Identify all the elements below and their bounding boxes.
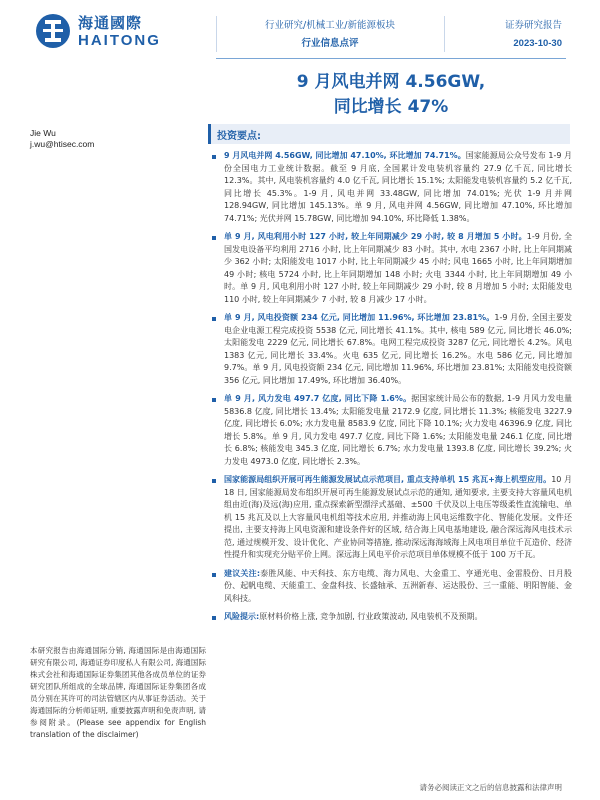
bullet-lead: 单 9 月, 风电利用小时 127 小时, 较上年同期减少 29 小时, 较 8 月增加 5 小时。: [224, 232, 527, 241]
bullet-body: 1-9 月份, 全国发电设备平均利用 2716 小时, 比上年同期减少 83 小时。其中, 水电 2367 小时, 比上年同期减少 362 小时; 太阳能发电 1017 小时, 比上年同期减少 45 小时; 风电 1665 小时, 比上年同期增加 49 小时; 核电 5724 小时, 比上年同期增加 148 小时; 火电 3344 小时, 比上年同期增加 49 小时。单 9 月, 风电利用小时 127 小时, 较上年同期减少 29 小时, 较 8 月增加 5 小时; 太阳能发电 110 小时, 较上年同期减少 7 小时, 较 8 月减少 17 小时。: [224, 232, 572, 304]
section-heading: [208, 124, 570, 144]
bullet-lead: 9 月风电并网 4.56GW, 同比增加 47.10%, 环比增加 74.71%。: [224, 151, 466, 160]
bullet-square-icon: [212, 236, 216, 240]
list-item: [210, 568, 572, 606]
header-divider: [216, 16, 217, 52]
page-footer: 请务必阅读正文之后的信息披露和法律声明: [419, 783, 562, 792]
bullet-body: 国家能源局公众号发布 1-9 月份全国电力工业统计数据。截至 9 月底, 全国累计发电装机容量约 27.9 亿千瓦, 同比增长 12.3%。其中, 风电装机容量约 4.0 亿千瓦, 同比增长 15.1%; 太阳能发电装机容量约 5.2 亿千瓦, 同比增长 45.3%。1-9 月, 风电并网 33.48GW, 同比增加 74.01%; 光伏 1-9 月并网 128.94GW, 同比增加 145.13%。单 9 月, 风电并网 4.56GW, 同比增加 47.10%, 环比增加 74.71%; 光伏并网 15.78GW, 同比增加 94.10%, 环比降低 1.38%。: [224, 151, 572, 223]
title-line-2: 同比增长 47%: [333, 97, 449, 117]
section-heading-label: 投资要点:: [217, 131, 261, 142]
disclaimer-note: 本研究报告由海通国际分销, 海通国际是由海通国际研究有限公司, 海通证券印度私人有限公司, 海通国际株式会社和海通国际证券集团其他各成员单位的证券研究团队所组成的全球品牌, 海通国际证券集团各成员分别在其许可的司法管辖区内从事证券活动。关于海通国际的分析师证明, 重要披露声明和免责声明, 请参阅附录。(Please see appendix for English translation of the disclaimer): [30, 646, 206, 739]
header-rule: [216, 58, 566, 59]
report-category: 行业研究/机械工业/新能源板块: [265, 20, 395, 31]
list-item: [210, 474, 572, 562]
title-line-1: 9 月风电并网 4.56GW,: [296, 72, 486, 92]
bullet-square-icon: [212, 573, 216, 577]
bullet-body: 1-9 月份, 全国主要发电企业电源工程完成投资 5538 亿元, 同比增长 41.1%。其中, 核电 589 亿元, 同比增长 46.0%; 太阳能发电 2229 亿元, 同比增长 67.8%。电网工程完成投资 3287 亿元, 同比增长 4.2%。风电 1383 亿元, 同比增长 33.4%。火电 635 亿元, 同比增长 16.2%。水电 586 亿元, 同比增加 9.7%。单 9 月, 风电投资额 234 亿元, 同比增加 11.96%, 环比增加 23.81%; 太阳能发电投资额 356 亿元, 同比增加 17.49%, 环比增加 36.40%。: [224, 313, 572, 385]
bullet-lead: 单 9 月, 风力发电 497.7 亿度, 同比下降 1.6%。: [224, 394, 412, 403]
bullet-body: 10 月 18 日, 国家能源局发布组织开展可再生能源发展试点示范的通知, 通知要求, 主要支持大容量风电机组由近(海)及远(海)应用, 重点探索新型漂浮式基础、±500 千伏及以上电压等级柔性直流输电、单机 15 兆瓦及以上大容量风电机组等技术应用, 并推动海上风电运维数字化、智能化发展。文件还提出, 主要支持海上风电资源和建设条件好的区域, 结合海上风电基地建设, 融合深远海风电技术示范, 通过规模开发、设计优化、产业协同等措施, 推动深远海海域海上风电项目单位千瓦造价、经济性提升和实现充分贴平价上网。深远海上风电平价示范项目单体规模不低于 100 万千瓦。: [224, 475, 572, 559]
haitong-logo-icon: [34, 12, 72, 50]
list-item: [210, 150, 572, 225]
page-header: [0, 0, 600, 62]
header-divider: [444, 16, 445, 52]
bullet-lead: 风险提示:: [224, 612, 260, 621]
header-meta-block: [505, 18, 562, 52]
list-item: [210, 393, 572, 468]
author-name: Jie Wu: [30, 128, 56, 138]
author-block: [30, 128, 94, 150]
brand-name-en: HAITONG: [78, 32, 161, 49]
list-item: [210, 611, 572, 624]
author-email[interactable]: j.wu@htisec.com: [30, 139, 95, 149]
list-item: [210, 312, 572, 387]
bullet-lead: 建议关注:: [224, 568, 261, 578]
bullet-body: 据国家统计局公布的数据, 1-9 月风力发电量 5836.8 亿度, 同比增长 13.4%; 太阳能发电量 2172.9 亿度, 同比增长 11.3%; 核能发电 3227.9 亿度, 同比增长 6.0%; 水力发电量 8583.9 亿度, 同比下降 10.1%; 火力发电 46396.9 亿度, 同比增长 5.8%。单 9 月, 风力发电 497.7 亿度, 同比下降 1.6%; 太阳能发电量 246.1 亿度, 同比增长 6.8%; 核能发电 345.3 亿度, 同比增长 6.7%; 水力发电量 1393.8 亿度, 同比增长 39.2%; 火力发电 4973.0 亿度, 同比增长 2.3%。: [224, 394, 572, 466]
bullet-square-icon: [212, 155, 216, 159]
bullet-square-icon: [212, 317, 216, 321]
bullet-square-icon: [212, 398, 216, 402]
brand-name-cn: 海通國際: [78, 14, 143, 32]
bullet-lead: 单 9 月, 风电投资额 234 亿元, 同比增加 11.96%, 环比增加 23.81%。: [224, 313, 495, 322]
bullet-lead: 国家能源局组织开展可再生能源发展试点示范项目, 重点支持单机 15 兆瓦+海上机型应用。: [224, 475, 552, 484]
report-type: 行业信息点评: [301, 38, 359, 49]
document-type: 证券研究报告: [504, 20, 562, 31]
bullet-square-icon: [212, 616, 216, 620]
bullet-square-icon: [212, 479, 216, 483]
list-item: [210, 231, 572, 306]
bullet-body: 原材料价格上涨, 竞争加剧, 行业政策波动, 风电装机不及预期。: [259, 612, 483, 621]
key-points-list: [210, 150, 572, 630]
report-date: 2023-10-30: [513, 38, 562, 49]
report-title: [216, 70, 566, 120]
header-category-block: [230, 18, 430, 52]
haitong-logo: [34, 10, 174, 54]
bullet-body: 泰胜风能、中天科技、东方电缆、海力风电、大金重工、亨通光电、金雷股份、日月股份、起帆电缆、天能重工、金盘科技、长盛轴承、五洲新春、运达股份、三一重能、明阳智能、金风科技。: [224, 568, 573, 603]
